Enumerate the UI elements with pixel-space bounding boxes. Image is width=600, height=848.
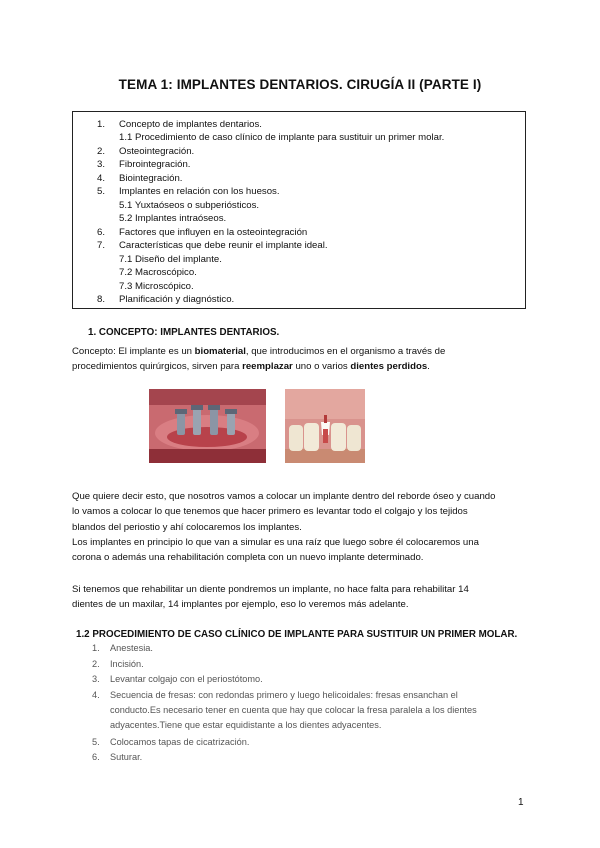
body-paragraph-line: corona o además una rehabilitación completa con un nuevo implante determinado. (72, 552, 424, 563)
body-paragraph-line: Que quiere decir esto, que nosotros vamos a colocar un implante dentro del reborde óseo y cuando (72, 491, 496, 502)
toc-text: Biointegración. (119, 173, 183, 184)
body-paragraph-line: blandos del periostio y ahí colocaremos los implantes. (72, 522, 302, 533)
page-title: TEMA 1: IMPLANTES DENTARIOS. CIRUGÍA II (PARTE I) (118, 77, 482, 92)
toc-text: Características que debe reunir el implante ideal. (119, 240, 328, 251)
body-paragraph-line: dientes de un maxilar, 14 implantes por ejemplo, eso lo veremos más adelante. (72, 599, 409, 610)
toc-number: 2. (97, 146, 106, 157)
toc-text: 7.3 Microscópico. (119, 281, 194, 292)
toc-text: 5.1 Yuxtaóseos o subperiósticos. (119, 200, 260, 211)
toc-text: 7.1 Diseño del implante. (119, 254, 222, 265)
toc-number: 8. (97, 294, 106, 305)
toc-text: Implantes en relación con los huesos. (119, 186, 280, 197)
toc-text: Fibrointegración. (119, 159, 191, 170)
concept-line-1: Concepto: El implante es un biomaterial, que introducimos en el organismo a través de (72, 346, 446, 357)
body-paragraph-line: lo vamos a colocar lo que tenemos que hacer primero es levantar todo el colgajo y los tejidos (72, 506, 468, 517)
implants-photo (149, 389, 266, 463)
section-heading: 1. CONCEPTO: IMPLANTES DENTARIOS. (88, 327, 280, 338)
table-of-contents (72, 111, 526, 309)
concept-line-2: procedimientos quirúrgicos, sirven para reemplazar uno o varios dientes perdidos. (72, 361, 430, 372)
toc-text: 5.2 Implantes intraóseos. (119, 213, 227, 224)
toc-text: Concepto de implantes dentarios. (119, 119, 262, 130)
front-teeth-photo (285, 389, 365, 463)
toc-number: 3. (97, 159, 106, 170)
toc-number: 5. (97, 186, 106, 197)
toc-number: 7. (97, 240, 106, 251)
body-paragraph-line: Si tenemos que rehabilitar un diente pondremos un implante, no hace falta para rehabilitar 14 (72, 584, 469, 595)
body-paragraph-line: Los implantes en principio lo que van a simular es una raíz que luego sobre él colocaremos una (72, 537, 479, 548)
toc-number: 6. (97, 227, 106, 238)
toc-text: Planificación y diagnóstico. (119, 294, 235, 305)
toc-text: 1.1 Procedimiento de caso clínico de implante para sustituir un primer molar. (119, 132, 445, 143)
page-number: 1 (518, 797, 524, 808)
toc-number: 4. (97, 173, 106, 184)
toc-text: Osteointegración. (119, 146, 195, 157)
toc-number: 1. (97, 119, 106, 130)
subsection-heading: 1.2 PROCEDIMIENTO DE CASO CLÍNICO DE IMPLANTE PARA SUSTITUIR UN PRIMER MOLAR. (76, 629, 518, 640)
toc-text: Factores que influyen en la osteointegración (119, 227, 308, 238)
toc-text: 7.2 Macroscópico. (119, 267, 197, 278)
